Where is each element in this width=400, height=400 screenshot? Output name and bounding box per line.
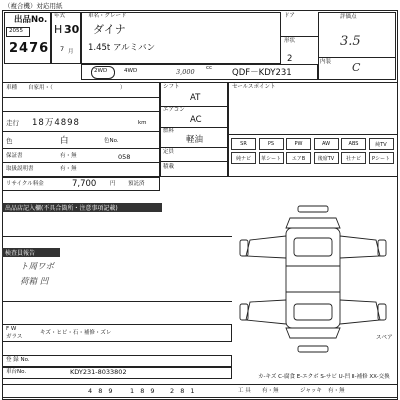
year-label: 年式	[54, 13, 66, 19]
color-label: 色	[6, 137, 13, 145]
capacity-label: 定員	[163, 149, 175, 155]
inspect-hand-1: ト周ワボ	[20, 262, 55, 272]
interior-hand: C	[352, 61, 361, 74]
chassis-value: KDY231-8033802	[70, 368, 127, 376]
spec-line-4	[2, 148, 160, 149]
sales-option-chip: PS	[259, 138, 284, 150]
inspect-line	[2, 301, 232, 302]
year-box	[51, 12, 81, 64]
lot-label: 出品No.	[14, 15, 48, 25]
sales-option-chip: 後席TV	[314, 152, 339, 164]
displacement-unit: cc	[206, 65, 213, 71]
usage-label: 車種	[6, 85, 18, 91]
drive-4wd: 4WD	[124, 68, 138, 74]
sales-option-chip: 純TV	[369, 138, 394, 150]
car-diagram	[228, 196, 398, 356]
score-hand: 3.5	[340, 34, 361, 49]
warranty-label: 保証書	[6, 153, 23, 159]
glass-label: ガラス	[6, 334, 23, 340]
color-value: 白	[60, 136, 69, 146]
aircon-value: AC	[190, 115, 202, 125]
spec-line-1	[2, 97, 160, 98]
notice-bar: 出品店記入欄(不具合箇所・注意事項記載)	[2, 203, 162, 212]
tools-value: 有・無	[262, 388, 279, 394]
sales-option-chip: AW	[314, 138, 339, 150]
notice-line	[2, 236, 232, 237]
sales-option-chip: 社ナビ	[341, 152, 366, 164]
sales-option-chip: ABS	[341, 138, 366, 150]
recycle-value: 7,700	[72, 179, 97, 189]
fw-row	[2, 324, 232, 342]
usage-close: ）	[120, 85, 126, 91]
shift-line-3	[160, 147, 228, 148]
mileage-label: 走行	[6, 119, 19, 127]
sales-option-chip: エアB	[286, 152, 311, 164]
displacement: 3,000	[176, 68, 195, 76]
model-label: 車名・グレード	[88, 13, 127, 19]
fuel-label: 燃料	[163, 128, 175, 134]
drive-2wd: 2WD	[94, 68, 108, 74]
inspect-bar: 検査員報告	[2, 248, 60, 257]
score-label: 評価点	[340, 14, 357, 20]
spec-line-2	[2, 111, 160, 112]
sales-option-chip: 革シート	[259, 152, 284, 164]
year-era: H	[54, 23, 63, 36]
lot-sub: 2055	[9, 28, 23, 34]
color-no-label: 色No.	[104, 138, 119, 144]
fuel-value: 軽油	[186, 135, 204, 145]
year-value: 30	[64, 23, 80, 36]
fw-value: キズ・ヒビ・石・補修・ズレ	[40, 330, 112, 336]
color-code: 058	[118, 153, 131, 161]
score-divider	[318, 57, 396, 58]
shape-label: 形状	[284, 38, 296, 44]
tools-label: 工 具	[238, 388, 251, 394]
shift-value: AT	[190, 93, 201, 103]
reg-label: 登 録 No.	[6, 357, 30, 363]
date-c: 2 8 1	[170, 387, 197, 395]
aircon-label: エアコン	[163, 107, 185, 113]
recycle-unit: 円	[110, 181, 116, 187]
shift-line-4	[160, 161, 228, 162]
door-label: ドア	[284, 13, 295, 19]
warranty-value: 有・無	[60, 153, 77, 159]
sales-option-chip: Pシート	[369, 152, 394, 164]
lot-number: 2476	[9, 41, 50, 56]
manual-label: 取扱説明書	[6, 166, 34, 172]
chassis-label: 車台No.	[6, 369, 27, 375]
manual-value: 有・無	[60, 166, 77, 172]
month-unit: 月	[68, 49, 74, 55]
reg-row	[2, 355, 232, 367]
load-label: 積載	[163, 164, 175, 170]
type-code: QDF－KDY231	[232, 68, 292, 78]
fw-label: F W	[6, 326, 17, 332]
shape-value: 2	[287, 54, 293, 64]
model-grade: 1.45t アルミバン	[88, 43, 156, 53]
model-name: ダイナ	[93, 23, 126, 36]
spec-line-3	[2, 131, 160, 132]
sales-divider	[228, 134, 398, 135]
sales-option-chip: SR	[231, 138, 256, 150]
date-b: 1 8 9	[130, 387, 157, 395]
sales-point-label: セールスポイント	[232, 84, 276, 90]
shift-label: シフト	[163, 84, 180, 90]
recycle-label: リサイクル料金	[6, 181, 44, 187]
usage-value: 自家用・（	[28, 85, 53, 91]
recycle-status: 預託済	[128, 181, 145, 187]
year-month: 7	[60, 45, 65, 53]
door-divider	[281, 36, 318, 37]
damage-legend: カ-キズ C-腐食 E-エクボ S-サビ U-凹 Ⅱ-補修 XX-交換	[258, 374, 390, 380]
model-box	[81, 12, 281, 64]
inspect-hand-2: 荷箱 凹	[20, 277, 49, 287]
sales-option-chip: 純ナビ	[231, 152, 256, 164]
interior-label: 内装	[320, 59, 332, 65]
sales-option-chip: PW	[286, 138, 311, 150]
top-note: （複合機）対応用紙	[4, 2, 63, 10]
spare-label: スペア	[376, 335, 393, 341]
jack-label: ジャッキ	[300, 388, 322, 394]
jack-value: 有・無	[328, 388, 345, 394]
mileage-unit: km	[138, 120, 147, 126]
date-a: 4 8 9	[88, 387, 115, 395]
spec-line-5	[2, 162, 160, 163]
mileage-value: 18万4898	[32, 118, 80, 128]
